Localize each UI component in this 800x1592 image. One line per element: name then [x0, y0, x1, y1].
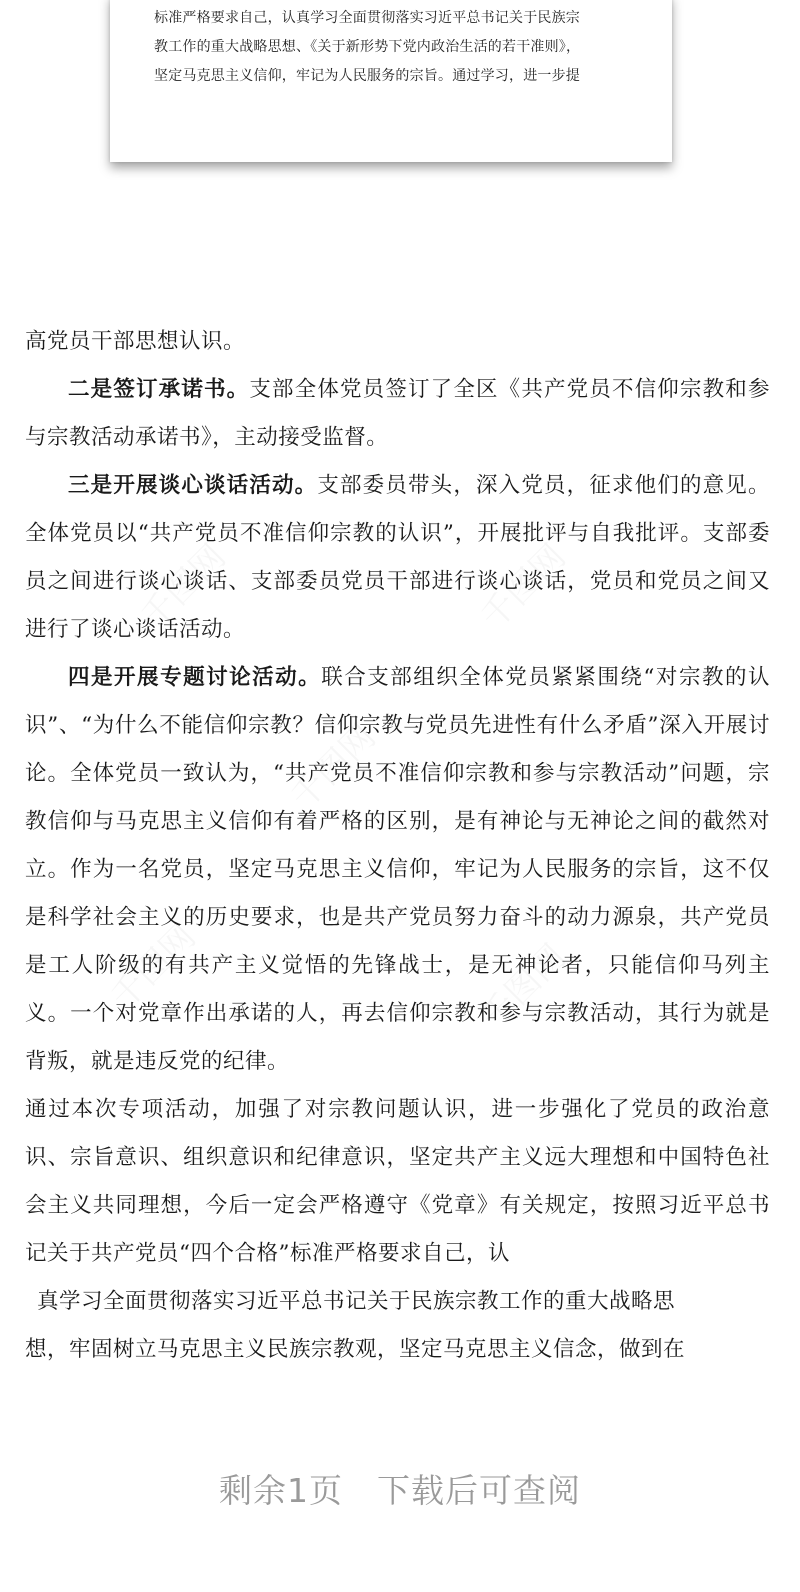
paragraph-line: 想，牢固树立马克思主义民族宗教观，坚定马克思主义信念，做到在 [25, 1337, 686, 1362]
paragraph-text: 支部全体党员签订了全区《共产党员不信仰宗教和参与宗教活动承诺书》，主动接受监督。 [25, 377, 770, 450]
paragraph-discussion [25, 654, 770, 1086]
paragraph-text: 通过本次专项活动，加强了对宗教问题认识，进一步强化了党员的政治意识、宗旨意识、组织意识和纪律意识，坚定共产主义远大理想和中国特色社会主义共同理想，今后一定会严格遵守《党章》有关规定，按照习近平总书记关于共产党员“四个合格”标准严格要求自己，认 [25, 1097, 770, 1266]
paragraph-heading: 二是签订承诺书。 [68, 377, 250, 402]
paragraph-text: 联合支部组织全体党员紧紧围绕“对宗教的认识”、“为什么不能信仰宗教？信仰宗教与党员先进性有什么矛盾”深入开展讨论。全体党员一致认为，“共产党员不准信仰宗教和参与宗教活动”问题，宗教信仰与马克思主义信仰有着严格的区别，是有神论与无神论之间的截然对立。作为一名党员，坚定马克思主义信仰，牢记为人民服务的宗旨，这不仅是科学社会主义的历史要求，也是共产党员努力奋斗的动力源泉，共产党员是工人阶级的有共产主义觉悟的先锋战士，是无神论者，只能信仰马列主义。一个对党章作出承诺的人，再去信仰宗教和参与宗教活动，其行为就是背叛，就是违反党的纪律。 [25, 665, 770, 1074]
paragraph-continued: 高党员干部思想认识。 [25, 329, 246, 354]
remaining-pages-label: 剩余1页 [219, 1471, 343, 1510]
preview-line: 标准严格要求自己，认真学习全面贯彻落实习近平总书记关于民族宗 [154, 10, 580, 26]
paragraph-text: 支部委员带头，深入党员，征求他们的意见。全体党员以“共产党员不准信仰宗教的认识”，开展批评与自我批评。支部委员之间进行谈心谈话、支部委员党员干部进行谈心谈话，党员和党员之间又进行了谈心谈话活动。 [25, 473, 770, 642]
paragraph-heading: 四是开展专题讨论活动。 [68, 665, 322, 690]
download-to-view-label: 下载后可查阅 [377, 1471, 581, 1510]
paragraph-heading: 三是开展谈心谈话活动。 [68, 473, 318, 498]
previous-page-preview [110, 0, 672, 162]
remaining-pages-banner[interactable] [0, 1465, 800, 1512]
document-body [25, 318, 770, 1374]
paragraph-summary [25, 1086, 770, 1374]
paragraph-heart-to-heart [25, 462, 770, 654]
paragraph-commitment [25, 366, 770, 462]
preview-line: 教工作的重大战略思想、《关于新形势下党内政治生活的若干准则》， [154, 39, 581, 55]
paragraph-line: 真学习全面贯彻落实习近平总书记关于民族宗教工作的重大战略思 [37, 1289, 676, 1314]
preview-line: 坚定马克思主义信仰，牢记为人民服务的宗旨。通过学习，进一步提 [154, 68, 580, 84]
